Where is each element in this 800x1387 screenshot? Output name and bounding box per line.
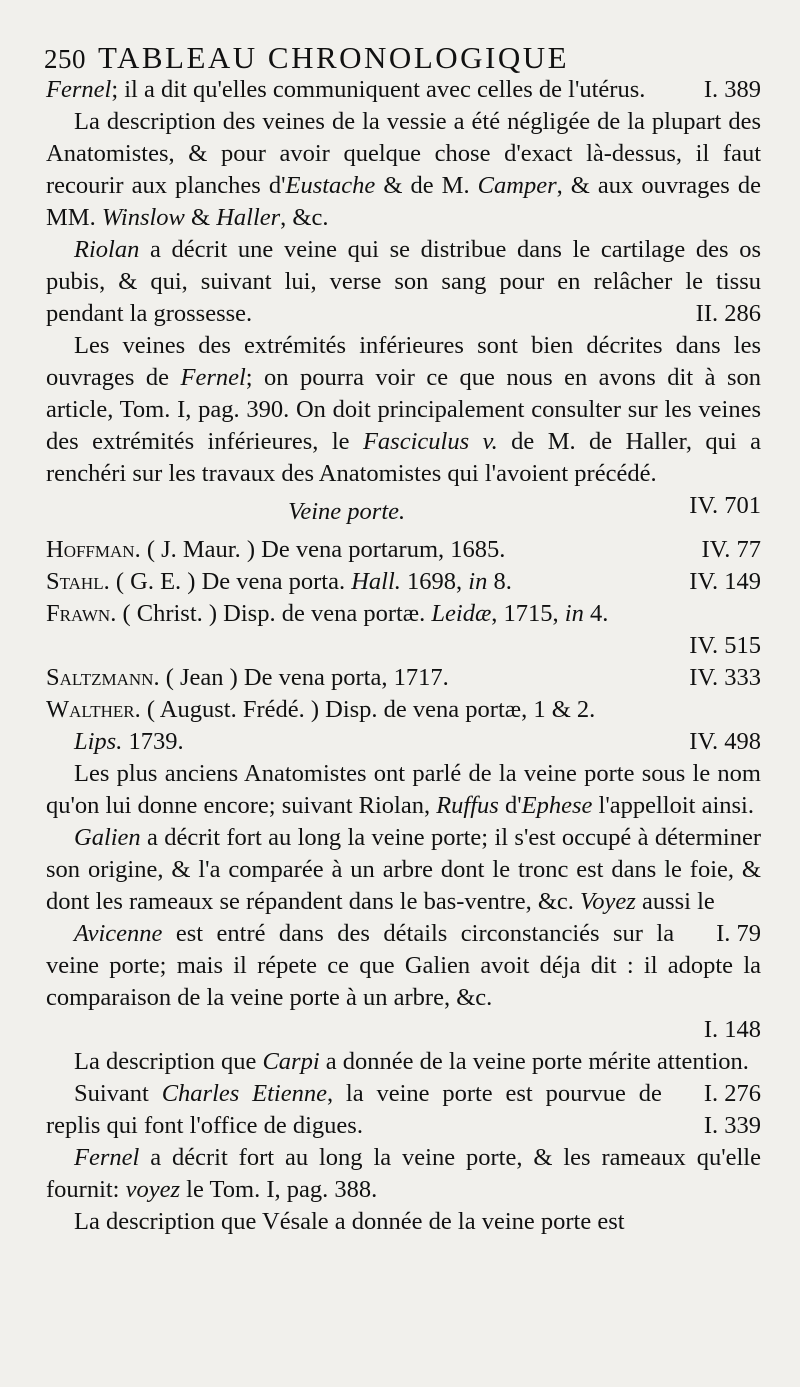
paragraph-text: Suivant: [74, 1080, 162, 1107]
paragraph-etienne: [46, 1078, 761, 1142]
author-name: Riolan: [74, 236, 140, 263]
paragraph-vesale: [46, 1206, 761, 1238]
author-name: Saltzmann: [46, 664, 154, 691]
paragraph-text: ; il a dit qu'elles communiquent avec celles de l'utérus.: [111, 76, 646, 103]
volume-reference: IV. 498: [689, 728, 761, 755]
author-name: Haller: [216, 204, 281, 231]
entry-text: 1739.: [122, 728, 184, 755]
paragraph-text: Les veines des extrémités inférieures sont bien décrites dans les ouvrages de: [46, 332, 761, 391]
volume-reference: I. 389: [703, 76, 761, 103]
volume-reference: I. 148: [703, 1016, 761, 1043]
entry-text: . ( J. Maur. ) De vena portarum, 1685.: [134, 536, 506, 563]
paragraph-text: Les plus anciens Anatomistes ont parlé de la veine porte sous le nom qu'on lui donne encore; suivant Riolan,: [46, 760, 761, 819]
paragraph-avicenne: [46, 918, 761, 1014]
entry-text: in: [564, 600, 584, 627]
author-name: Winslow: [101, 204, 185, 231]
section-title: Veine porte.: [288, 498, 406, 525]
author-name: Carpi: [262, 1048, 320, 1075]
place-name: Leidæ: [431, 600, 492, 627]
paragraph-text: a décrit une veine qui se distribue dans le cartilage des os pubis, & qui, suivant lui, verse son sang pour en relâcher le tissu pendant la grossesse.: [46, 236, 761, 327]
paragraph-text: ; on pourra voir ce que nous en avons dit à son article, Tom. I, pag. 390. On doit principalement consulter sur les veines des extrémités inférieures, le: [46, 364, 761, 455]
author-name: Walther: [46, 696, 135, 723]
author-name: Camper: [477, 172, 557, 199]
paragraph-text: La description que: [74, 1048, 263, 1075]
volume-reference: I. 79: [716, 920, 761, 947]
volume-reference: IV. 149: [689, 568, 761, 595]
paragraph-anciens: [46, 758, 761, 822]
author-name: Galien: [74, 824, 141, 851]
author-name: Fernel: [74, 1144, 140, 1171]
author-name: Charles Etienne: [161, 1080, 327, 1107]
paragraph-text: a décrit fort au long la veine porte, & les rameaux qu'elle fournit:: [46, 1144, 761, 1203]
paragraph-fernel-uterus: [46, 74, 761, 106]
paragraph-text: , &c.: [280, 204, 329, 231]
entry-text: . ( August. Frédé. ) Disp. de vena portæ, 1 & 2.: [134, 696, 596, 723]
page-number: 250: [44, 44, 86, 74]
volume-reference: I. 339: [703, 1112, 761, 1139]
author-name: Stahl: [46, 568, 104, 595]
paragraph-text: de M. de Haller, qui a renchéri sur les travaux des Anatomistes qui l'avoient précédé.: [46, 428, 761, 487]
bibliography-entry: [46, 598, 761, 662]
paragraph-riolan: [46, 234, 761, 330]
paragraph-text: La description des veines de la vessie a été négligée de la plupart des Anatomistes, & pour avoir quelque chose d'exact là-dessus, il faut recourir aux planches d': [46, 108, 761, 199]
work-title: Fasciculus v.: [362, 428, 498, 455]
author-name: Eustache: [285, 172, 376, 199]
volume-reference: I. 276: [703, 1080, 761, 1107]
entry-text: in: [468, 568, 488, 595]
paragraph-text: La description que Vésale a donnée de la veine porte est: [74, 1208, 625, 1235]
volume-reference: IV. 701: [689, 492, 761, 519]
paragraph-text: l'appelloit ainsi.: [592, 792, 754, 819]
volume-reference: IV. 515: [689, 632, 761, 659]
author-name: Ruffus: [436, 792, 499, 819]
entry-text: . ( G. E. ) De vena porta.: [103, 568, 352, 595]
paragraph-text: , la veine porte est pourvue de replis qui font l'office de digues.: [46, 1080, 662, 1139]
entry-text: 4.: [583, 600, 609, 627]
bibliography-entry: [46, 694, 761, 758]
paragraph-text: le Tom. I, pag. 388.: [180, 1176, 378, 1203]
paragraph-text: & de M.: [375, 172, 478, 199]
page-body: [46, 74, 761, 1238]
place-name: Ephese: [521, 792, 593, 819]
paragraph-text: Voyez: [580, 888, 636, 915]
author-name: Frawn: [46, 600, 111, 627]
paragraph-text: est entré dans des détails circonstanciés sur la veine porte; mais il répete ce que Galien avoit déja dit : il adopte la comparaison de la veine porte à un arbre, &c.: [46, 920, 761, 1011]
paragraph-text: aussi le: [635, 888, 715, 915]
bibliography-entry: [46, 662, 761, 694]
volume-reference: IV. 333: [689, 664, 761, 691]
running-header: [44, 40, 764, 76]
paragraph-text: a donnée de la veine porte mérite attention.: [319, 1048, 749, 1075]
author-name: Fernel: [46, 76, 112, 103]
paragraph-text: a décrit fort au long la veine porte; il s'est occupé à déterminer son origine, & l'a comparée à un arbre dont le tronc est dans le foie, & dont les rameaux se répandent dans le bas-ventre, &c.: [46, 824, 761, 915]
running-title: TABLEAU CHRONOLOGIQUE: [98, 40, 570, 75]
entry-text: . ( Jean ) De vena porta, 1717.: [153, 664, 449, 691]
author-name: Avicenne: [74, 920, 163, 947]
volume-reference: II. 286: [695, 300, 761, 327]
bibliography-entry: [46, 534, 761, 566]
paragraph-text: &: [184, 204, 217, 231]
paragraph-text: voyez: [125, 1176, 181, 1203]
place-name: Hall.: [351, 568, 401, 595]
entry-text: , 1715,: [491, 600, 565, 627]
entry-text: 8.: [487, 568, 512, 595]
entry-text: 1698,: [400, 568, 469, 595]
paragraph-text: , & aux ouvrages de MM.: [46, 172, 761, 231]
author-name: Fernel: [180, 364, 246, 391]
volume-reference: IV. 77: [701, 536, 761, 563]
place-name: Lips.: [74, 728, 123, 755]
bibliography-entry: [46, 566, 761, 598]
paragraph-text: d': [498, 792, 522, 819]
paragraph-vessie: [46, 106, 761, 234]
author-name: Hoffman: [46, 536, 135, 563]
paragraph-fernel-porte: [46, 1142, 761, 1206]
entry-text: . ( Christ. ) Disp. de vena portæ.: [110, 600, 432, 627]
